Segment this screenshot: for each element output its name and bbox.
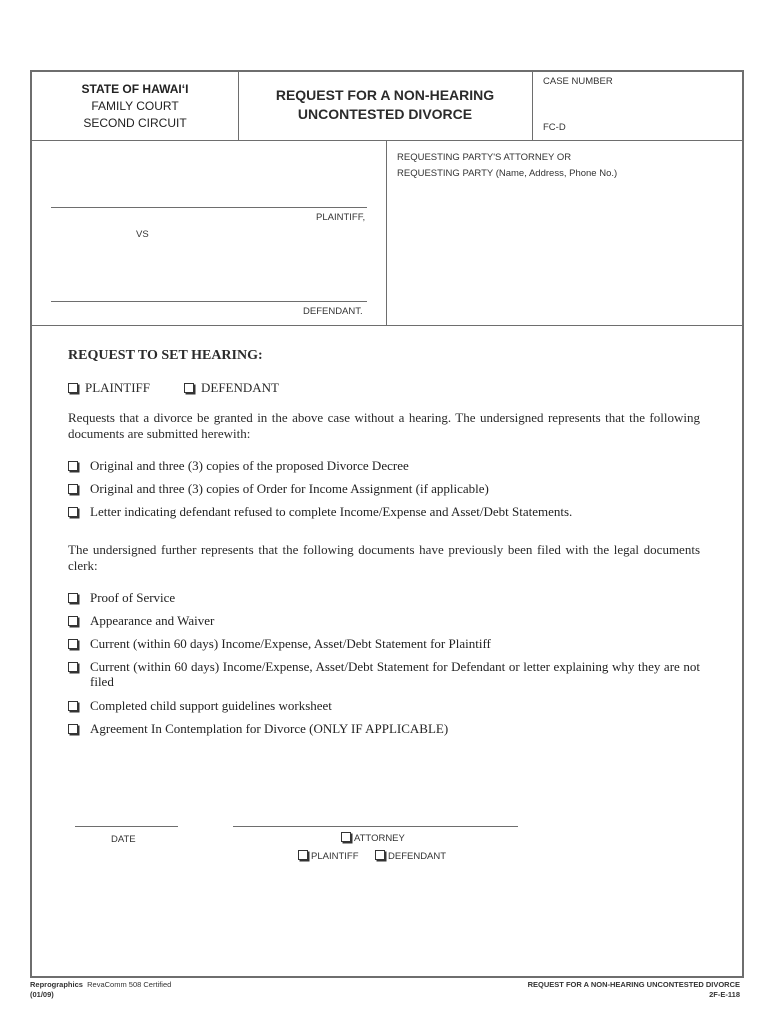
checkbox-icon[interactable] xyxy=(68,639,78,649)
header-divider xyxy=(32,140,742,141)
court-name: FAMILY COURT xyxy=(91,99,179,113)
footer-certified: RevaComm 508 Certified xyxy=(87,980,172,989)
case-prefix: FC-D xyxy=(543,122,566,133)
filed-doc-label: Completed child support guidelines worksheet xyxy=(90,698,332,713)
filed-doc-label: Appearance and Waiver xyxy=(90,613,215,628)
footer-form-title: REQUEST FOR A NON-HEARING UNCONTESTED DIVORCE xyxy=(527,980,740,989)
filed-doc-label: Current (within 60 days) Income/Expense, Asset/Debt Statement for Defendant or letter explaining why they are not filed xyxy=(90,659,700,689)
footer-revision: (01/09) xyxy=(30,990,54,999)
date-line xyxy=(75,826,178,827)
intro-paragraph: Requests that a divorce be granted in the above case without a hearing. The undersigned represents that the following documents are submitted herewith: xyxy=(68,410,700,441)
checkbox-icon[interactable] xyxy=(68,507,78,517)
footer-reprographics: Reprographics xyxy=(30,980,83,989)
parties-divider xyxy=(32,325,742,326)
checkbox-icon[interactable] xyxy=(184,383,194,393)
submitted-doc-label: Original and three (3) copies of Order for Income Assignment (if applicable) xyxy=(90,481,489,496)
checkbox-icon[interactable] xyxy=(68,616,78,626)
filed-doc-item[interactable] xyxy=(68,590,700,605)
checkbox-icon[interactable] xyxy=(375,850,385,860)
court-state: STATE OF HAWAI‘I xyxy=(81,82,189,96)
date-field[interactable] xyxy=(75,806,178,825)
filed-doc-item[interactable] xyxy=(68,613,700,628)
attorney-label-line1: REQUESTING PARTY'S ATTORNEY OR xyxy=(397,152,572,163)
footer-form-number: 2F-E-118 xyxy=(709,990,740,999)
plaintiff-line xyxy=(51,207,367,208)
header-divider-right xyxy=(532,72,533,140)
defendant-line xyxy=(51,301,367,302)
party-option-plaintiff[interactable] xyxy=(68,380,150,396)
plaintiff-label: PLAINTIFF, xyxy=(316,212,366,223)
signer-option-label: DEFENDANT xyxy=(388,851,447,862)
signature-field[interactable] xyxy=(233,806,518,825)
signer-option-label: ATTORNEY xyxy=(354,833,405,844)
attorney-info-field[interactable] xyxy=(396,186,732,316)
case-number-label: CASE NUMBER xyxy=(543,76,613,87)
form-title xyxy=(238,86,532,124)
submitted-doc-item[interactable] xyxy=(68,458,700,473)
plaintiff-name-field[interactable] xyxy=(51,186,367,206)
submitted-doc-item[interactable] xyxy=(68,481,700,496)
court-circuit: SECOND CIRCUIT xyxy=(83,116,187,130)
vs-label: VS xyxy=(136,229,149,240)
attorney-label-line2: REQUESTING PARTY (Name, Address, Phone No.) xyxy=(397,168,618,179)
signer-option-attorney[interactable] xyxy=(341,833,405,844)
signer-option-label: PLAINTIFF xyxy=(311,851,359,862)
defendant-label: DEFENDANT. xyxy=(303,306,363,317)
court-block xyxy=(32,81,238,132)
checkbox-icon[interactable] xyxy=(68,383,78,393)
filed-doc-label: Current (within 60 days) Income/Expense, Asset/Debt Statement for Plaintiff xyxy=(90,636,491,651)
party-option-defendant[interactable] xyxy=(184,380,279,396)
date-label: DATE xyxy=(111,834,136,845)
signer-option-plaintiff[interactable] xyxy=(298,851,359,862)
checkbox-icon[interactable] xyxy=(298,850,308,860)
checkbox-icon[interactable] xyxy=(341,832,351,842)
request-heading: REQUEST TO SET HEARING: xyxy=(68,348,263,363)
filed-doc-item[interactable] xyxy=(68,659,700,689)
submitted-doc-label: Letter indicating defendant refused to complete Income/Expense and Asset/Debt Statements. xyxy=(90,504,573,519)
checkbox-icon[interactable] xyxy=(68,724,78,734)
parties-vertical-divider xyxy=(386,140,387,325)
form-title-line1: REQUEST FOR A NON-HEARING xyxy=(275,87,495,103)
checkbox-icon[interactable] xyxy=(68,484,78,494)
filed-doc-label: Proof of Service xyxy=(90,590,176,605)
filed-paragraph: The undersigned further represents that the following documents have previously been filed with the legal documents clerk: xyxy=(68,542,700,573)
checkbox-icon[interactable] xyxy=(68,662,78,672)
signature-line xyxy=(233,826,518,827)
checkbox-icon[interactable] xyxy=(68,461,78,471)
checkbox-icon[interactable] xyxy=(68,701,78,711)
form-title-line2: UNCONTESTED DIVORCE xyxy=(297,106,473,122)
signer-option-defendant[interactable] xyxy=(375,851,446,862)
case-number-field[interactable] xyxy=(600,92,730,118)
party-option-label: DEFENDANT xyxy=(201,380,279,395)
filed-doc-label: Agreement In Contemplation for Divorce (ONLY IF APPLICABLE) xyxy=(90,721,449,736)
filed-doc-item[interactable] xyxy=(68,721,700,736)
party-option-label: PLAINTIFF xyxy=(85,380,151,395)
submitted-doc-item[interactable] xyxy=(68,504,700,519)
attorney-label xyxy=(397,150,617,182)
filed-doc-item[interactable] xyxy=(68,636,700,651)
submitted-doc-label: Original and three (3) copies of the proposed Divorce Decree xyxy=(90,458,409,473)
footer-left xyxy=(30,980,171,989)
filed-doc-item[interactable] xyxy=(68,698,700,713)
checkbox-icon[interactable] xyxy=(68,593,78,603)
defendant-name-field[interactable] xyxy=(51,280,367,300)
